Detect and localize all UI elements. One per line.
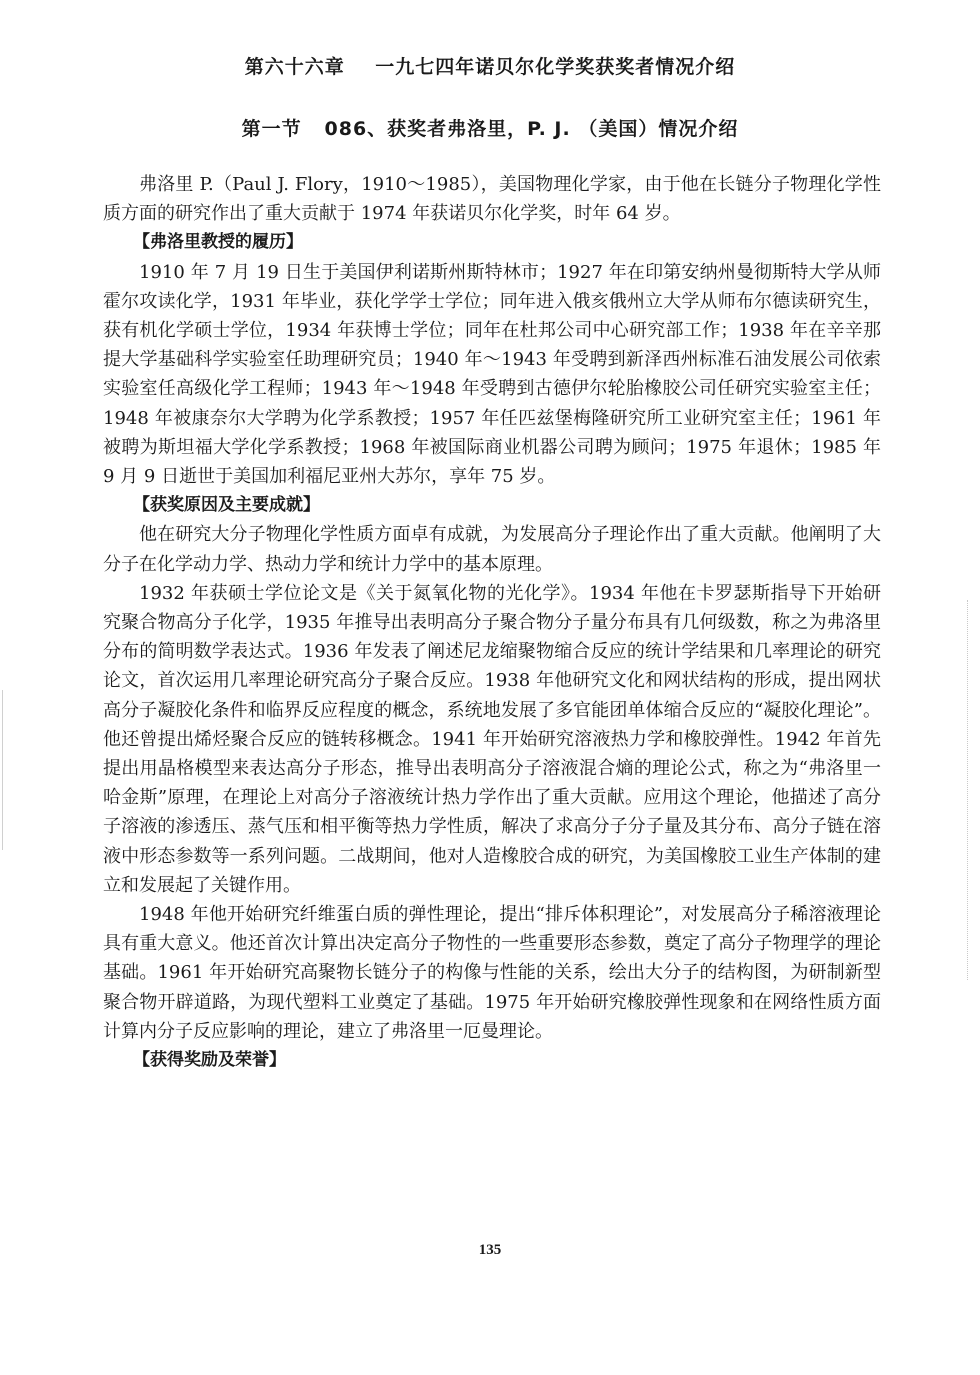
resume-heading: 【弗洛里教授的履历】 <box>133 232 303 253</box>
section-title: 第一节 086、获奖者弗洛里，P. J. （美国）情况介绍 <box>241 118 739 140</box>
achievements-heading: 【获奖原因及主要成就】 <box>133 495 320 516</box>
chapter-title: 第六十六章 一九七四年诺贝尔化学奖获奖者情况介绍 <box>244 56 736 78</box>
resume-paragraph: 1910 年 7 月 19 日生于美国伊利诺斯州斯特林市；1927 年在印第安纳州曼彻斯特大学从师霍尔攻读化学，1931 年毕业，获化学学士学位；同年进入俄亥俄州立大学从师布尔德读研究生，获有机化学硕士学位，1934 年获博士学位；同年在杜邦公司中心研究部工作；1938 年在辛辛那提大学基础科学实验室任助理研究员；1940 年～1943 年受聘到新泽西州标准石油发展公司依索实验室任高级化学工程师；1943 年～1948 年受聘到古德伊尔轮胎橡胶公司任研究实验室主任；1948 年被康奈尔大学聘为化学系教授；1957 年任匹兹堡梅隆研究所工业研究室主任；1961 年被聘为斯坦福大学化学系教授；1968 年被国际商业机器公司聘为顾问；1975 年退休；1985 年 9 月 9 日逝世于美国加利福尼亚州大苏尔，享年 75 岁。 <box>103 261 881 488</box>
scan-edge-artifact-left <box>2 690 3 850</box>
achievements-paragraph-2: 1932 年获硕士学位论文是《关于氮氧化物的光化学》。1934 年他在卡罗瑟斯指导下开始研究聚合物高分子化学，1935 年推导出表明高分子聚合物分子量分布具有几何级数，称之为弗洛里分布的简明数学表达式。1936 年发表了阐述尼龙缩聚物缩合反应的统计学结果和几率理论的研究论文，首次运用几率理论研究高分子聚合反应。1938 年他研究文化和网状结构的形成，提出网状高分子凝胶化条件和临界反应程度的概念，系统地发展了多官能团单体缩合反应的“凝胶化理论”。他还曾提出烯烃聚合反应的链转移概念。1941 年开始研究溶液热力学和橡胶弹性。1942 年首先提出用晶格模型来表达高分子形态，推导出表明高分子溶液混合熵的理论公式，称之为“弗洛里一哈金斯”原理，在理论上对高分子溶液统计热力学作出了重大贡献。应用这个理论，他描述了高分子溶液的渗透压、蒸气压和相平衡等热力学性质，解决了求高分子分子量及其分布、高分子链在溶液中形态参数等一系列问题。二战期间，他对人造橡胶合成的研究，为美国橡胶工业生产体制的建立和发展起了关键作用。 <box>103 582 881 896</box>
achievements-paragraph-1: 他在研究大分子物理化学性质方面卓有成就，为发展高分子理论作出了重大贡献。他阐明了大分子在化学动力学、热动力学和统计力学中的基本原理。 <box>103 524 881 575</box>
scan-edge-artifact <box>967 600 970 980</box>
page-number: 135 <box>478 1242 502 1258</box>
body-content <box>103 170 881 1075</box>
intro-paragraph: 弗洛里 P.（Paul J. Flory，1910～1985），美国物理化学家，由于他在长链分子物理化学性质方面的研究作出了重大贡献于 1974 年获诺贝尔化学奖，时年 64 岁。 <box>103 174 881 225</box>
awards-heading: 【获得奖励及荣誉】 <box>133 1050 286 1071</box>
achievements-paragraph-3: 1948 年他开始研究纤维蛋白质的弹性理论，提出“排斥体积理论”，对发展高分子稀溶液理论具有重大意义。他还首次计算出决定高分子物性的一些重要形态参数，奠定了高分子物理学的理论基础。1961 年开始研究高聚物长链分子的构像与性能的关系，绘出大分子的结构图，为研制新型聚合物开辟道路，为现代塑料工业奠定了基础。1975 年开始研究橡胶弹性现象和在网络性质方面计算内分子反应影响的理论，建立了弗洛里一厄曼理论。 <box>103 904 881 1042</box>
